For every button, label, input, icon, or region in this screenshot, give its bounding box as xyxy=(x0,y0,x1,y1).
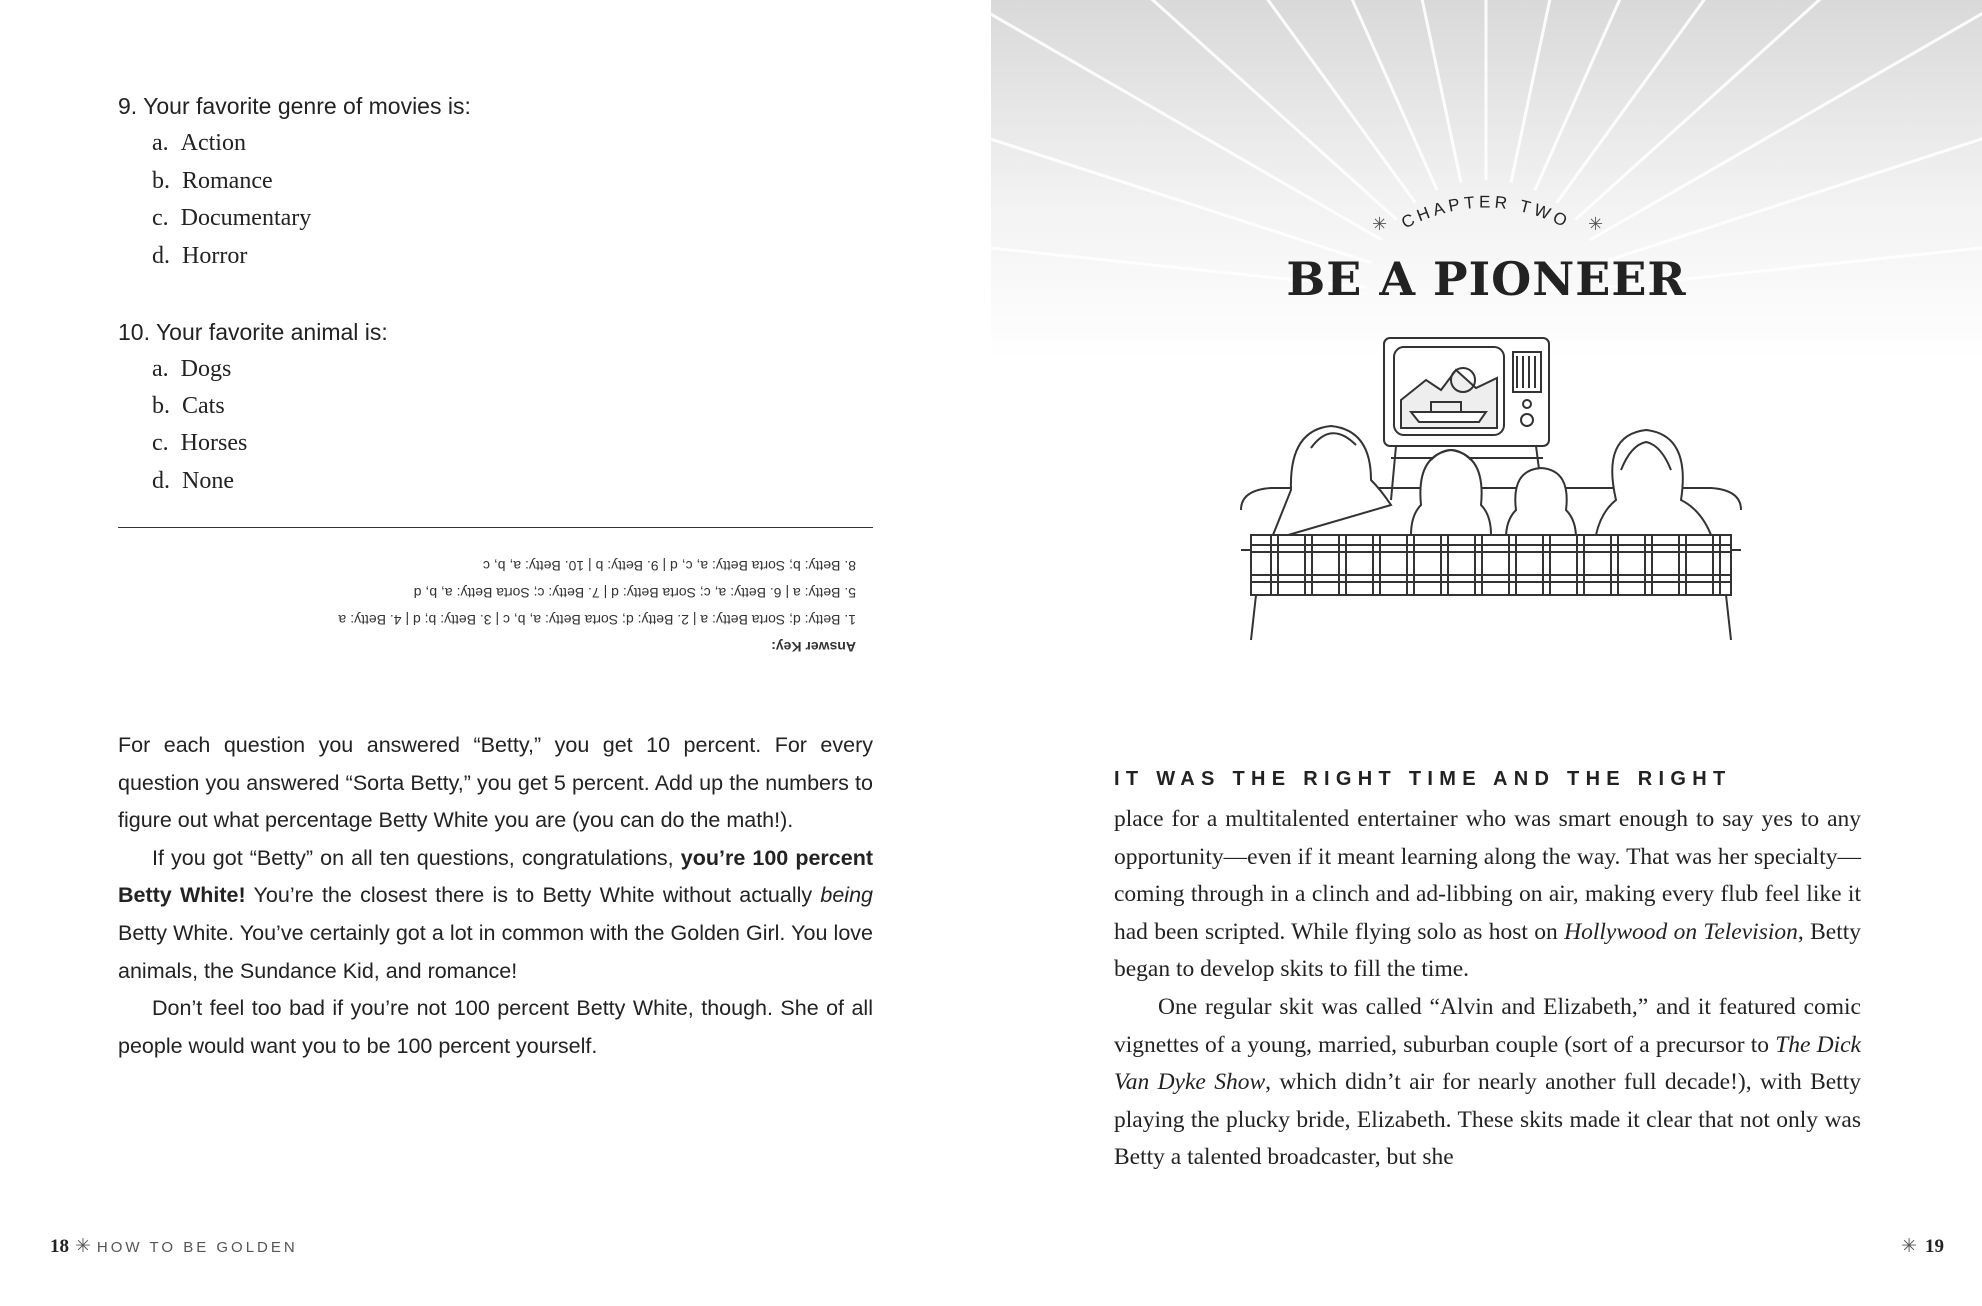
chapter-kicker-arc xyxy=(991,180,1982,250)
family-watching-tv-illustration xyxy=(1231,330,1751,650)
quiz-option: b. Cats xyxy=(152,393,225,419)
answer-key-line: 8. Betty: b; Sorta Betty: a, c, d | 9. Betty: b | 10. Betty: a, b, c xyxy=(482,558,856,574)
chapter-kicker: CHAPTER TWO xyxy=(1398,192,1574,233)
quiz-option: c. Documentary xyxy=(152,205,312,231)
page-number: 19 xyxy=(1925,1236,1944,1257)
paragraph: For each question you answered “Betty,” you get 10 percent. For every question you answered “Sorta Betty,” you get 5 percent. Add up the numbers to figure out what percentage Betty White you are (you can do the math!). xyxy=(118,733,873,833)
quiz-option: b. Romance xyxy=(152,168,273,194)
quiz-option: d. None xyxy=(152,468,234,494)
quiz-option: d. Horror xyxy=(152,243,248,269)
left-body-text xyxy=(118,727,873,1065)
star-icon: ✳ xyxy=(75,1236,91,1257)
lead-in-small-caps: IT WAS THE RIGHT TIME AND THE RIGHT xyxy=(1114,768,1732,790)
folio-left xyxy=(50,1235,298,1258)
quiz-option: a. Dogs xyxy=(152,356,232,382)
page-number: 18 xyxy=(50,1236,69,1257)
right-page xyxy=(991,0,1982,1306)
answer-key-upside-down xyxy=(118,540,856,660)
italic-text: being xyxy=(820,883,873,908)
text-run: If you got “Betty” on all ten questions, congratulations, xyxy=(152,845,681,870)
paragraph: Don’t feel too bad if you’re not 100 percent Betty White, though. She of all people would want you to be 100 percent yourself. xyxy=(118,996,873,1058)
answer-key-title: Answer Key: xyxy=(771,639,856,655)
right-body-text xyxy=(1114,801,1861,1177)
quiz-question-10: 10. Your favorite animal is: xyxy=(118,319,388,345)
quiz-option: a. Action xyxy=(152,130,246,156)
italic-text: Hollywood on Television xyxy=(1564,918,1798,945)
italic-text: The Dick Van Dyke Show xyxy=(1114,1031,1861,1096)
folio-right xyxy=(1901,1235,1944,1258)
running-head: HOW TO BE GOLDEN xyxy=(96,1239,298,1256)
star-icon: ✳ xyxy=(1372,214,1388,235)
paragraph xyxy=(118,840,873,990)
answer-key-line: 5. Betty: a | 6. Betty: a, c; Sorta Betty: d | 7. Betty: c; Sorta Betty: a, b, d xyxy=(413,585,856,601)
paragraph xyxy=(1114,801,1861,989)
paragraph xyxy=(1114,989,1861,1177)
chapter-title: BE A PIONEER xyxy=(1286,252,1687,306)
text-run: place for a multitalented entertainer who was smart enough to say yes to any opportunity—even if it meant learning along the way. That was her specialty—coming through in a clinch and ad-libbing on air, making every flub feel like it had been scripted. While flying solo as host on xyxy=(1114,806,1861,945)
text-run: One regular skit was called “Alvin and Elizabeth,” and it featured comic vignettes of a young, married, suburban couple (sort of a precursor to xyxy=(1114,993,1861,1058)
text-run: , which didn’t air for nearly another full decade!), with Betty playing the plucky bride, Elizabeth. These skits made it clear that not only was Betty a talented broadcaster, but she xyxy=(1114,1069,1861,1171)
quiz-question-9: 9. Your favorite genre of movies is: xyxy=(118,93,471,119)
text-run: Betty White. You’ve certainly got a lot in common with the Golden Girl. You love animals, the Sundance Kid, and romance! xyxy=(118,920,873,983)
svg-text:CHAPTER TWO xyxy=(1398,192,1573,232)
text-run: You’re the closest there is to Betty White without actually xyxy=(245,883,821,908)
answer-key-line: 1. Betty: d; Sorta Betty: a | 2. Betty: d; Sorta Betty: a, b, c | 3. Betty: b; d | 4. Betty: a xyxy=(338,612,856,628)
quiz-option: c. Horses xyxy=(152,430,248,456)
text-run: , Betty began to develop skits to fill the time. xyxy=(1114,918,1861,983)
star-icon: ✳ xyxy=(1588,214,1604,235)
star-icon: ✳ xyxy=(1901,1236,1917,1257)
divider xyxy=(118,527,873,528)
bold-text: you’re 100 percent Betty White! xyxy=(118,845,873,908)
